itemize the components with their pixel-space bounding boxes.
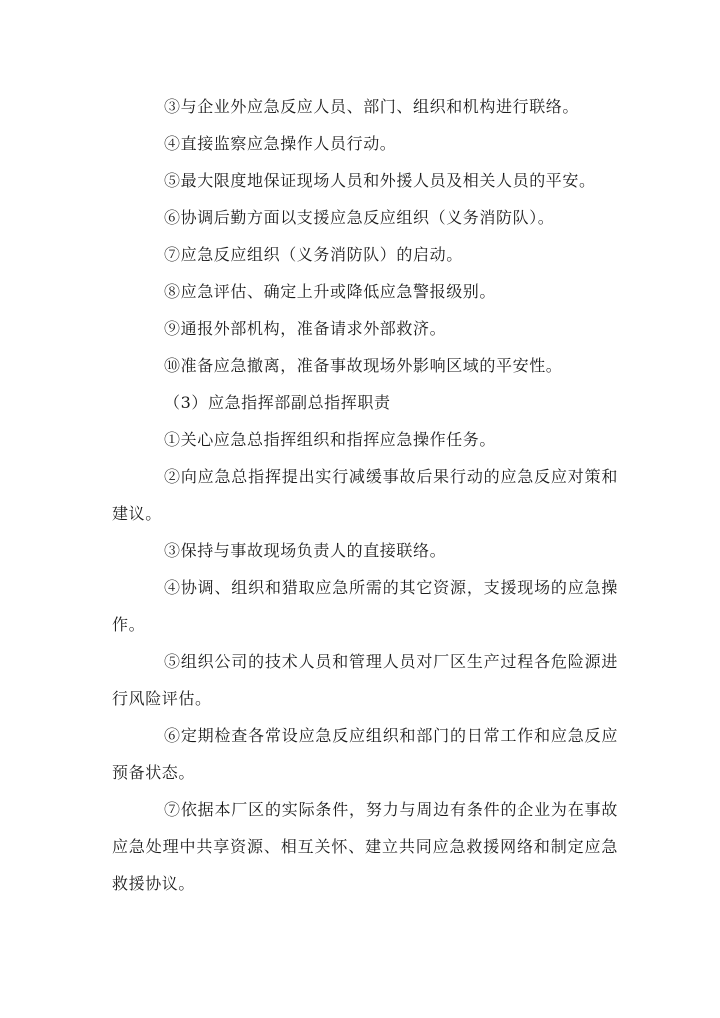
paragraph: ④协调、组织和猎取应急所需的其它资源，支援现场的应急操作。 bbox=[112, 578, 618, 634]
document-body bbox=[112, 88, 618, 902]
paragraph: ⑤组织公司的技术人员和管理人员对厂区生产过程各危险源进行风险评估。 bbox=[112, 652, 618, 708]
paragraph: ③与企业外应急反应人员、部门、组织和机构进行联络。 bbox=[164, 97, 580, 116]
paragraph: ⑦依据本厂区的实际条件，努力与周边有条件的企业为在事故应急处理中共享资源、相互关怀、建立共同应急救援网络和制定应急救援协议。 bbox=[112, 800, 618, 893]
paragraph: ②向应急总指挥提出实行减缓事故后果行动的应急反应对策和建议。 bbox=[112, 467, 618, 523]
section-heading: （3）应急指挥部副总指挥职责 bbox=[164, 393, 391, 412]
paragraph: ①关心应急总指挥组织和指挥应急操作任务。 bbox=[164, 430, 497, 449]
paragraph: ⑨通报外部机构，准备请求外部救济。 bbox=[164, 319, 447, 338]
paragraph: ⑤最大限度地保证现场人员和外援人员及相关人员的平安。 bbox=[164, 171, 596, 190]
paragraph: ③保持与事故现场负责人的直接联络。 bbox=[164, 541, 447, 560]
paragraph: ⑦应急反应组织（义务消防队）的启动。 bbox=[164, 245, 463, 264]
paragraph: ④直接监察应急操作人员行动。 bbox=[164, 134, 397, 153]
paragraph: ⑥协调后勤方面以支援应急反应组织（义务消防队）。 bbox=[164, 208, 555, 227]
paragraph: ⑧应急评估、确定上升或降低应急警报级别。 bbox=[164, 282, 497, 301]
paragraph: ⑥定期检查各常设应急反应组织和部门的日常工作和应急反应预备状态。 bbox=[112, 726, 618, 782]
paragraph: ⑩准备应急撤离，准备事故现场外影响区域的平安性。 bbox=[164, 356, 563, 375]
